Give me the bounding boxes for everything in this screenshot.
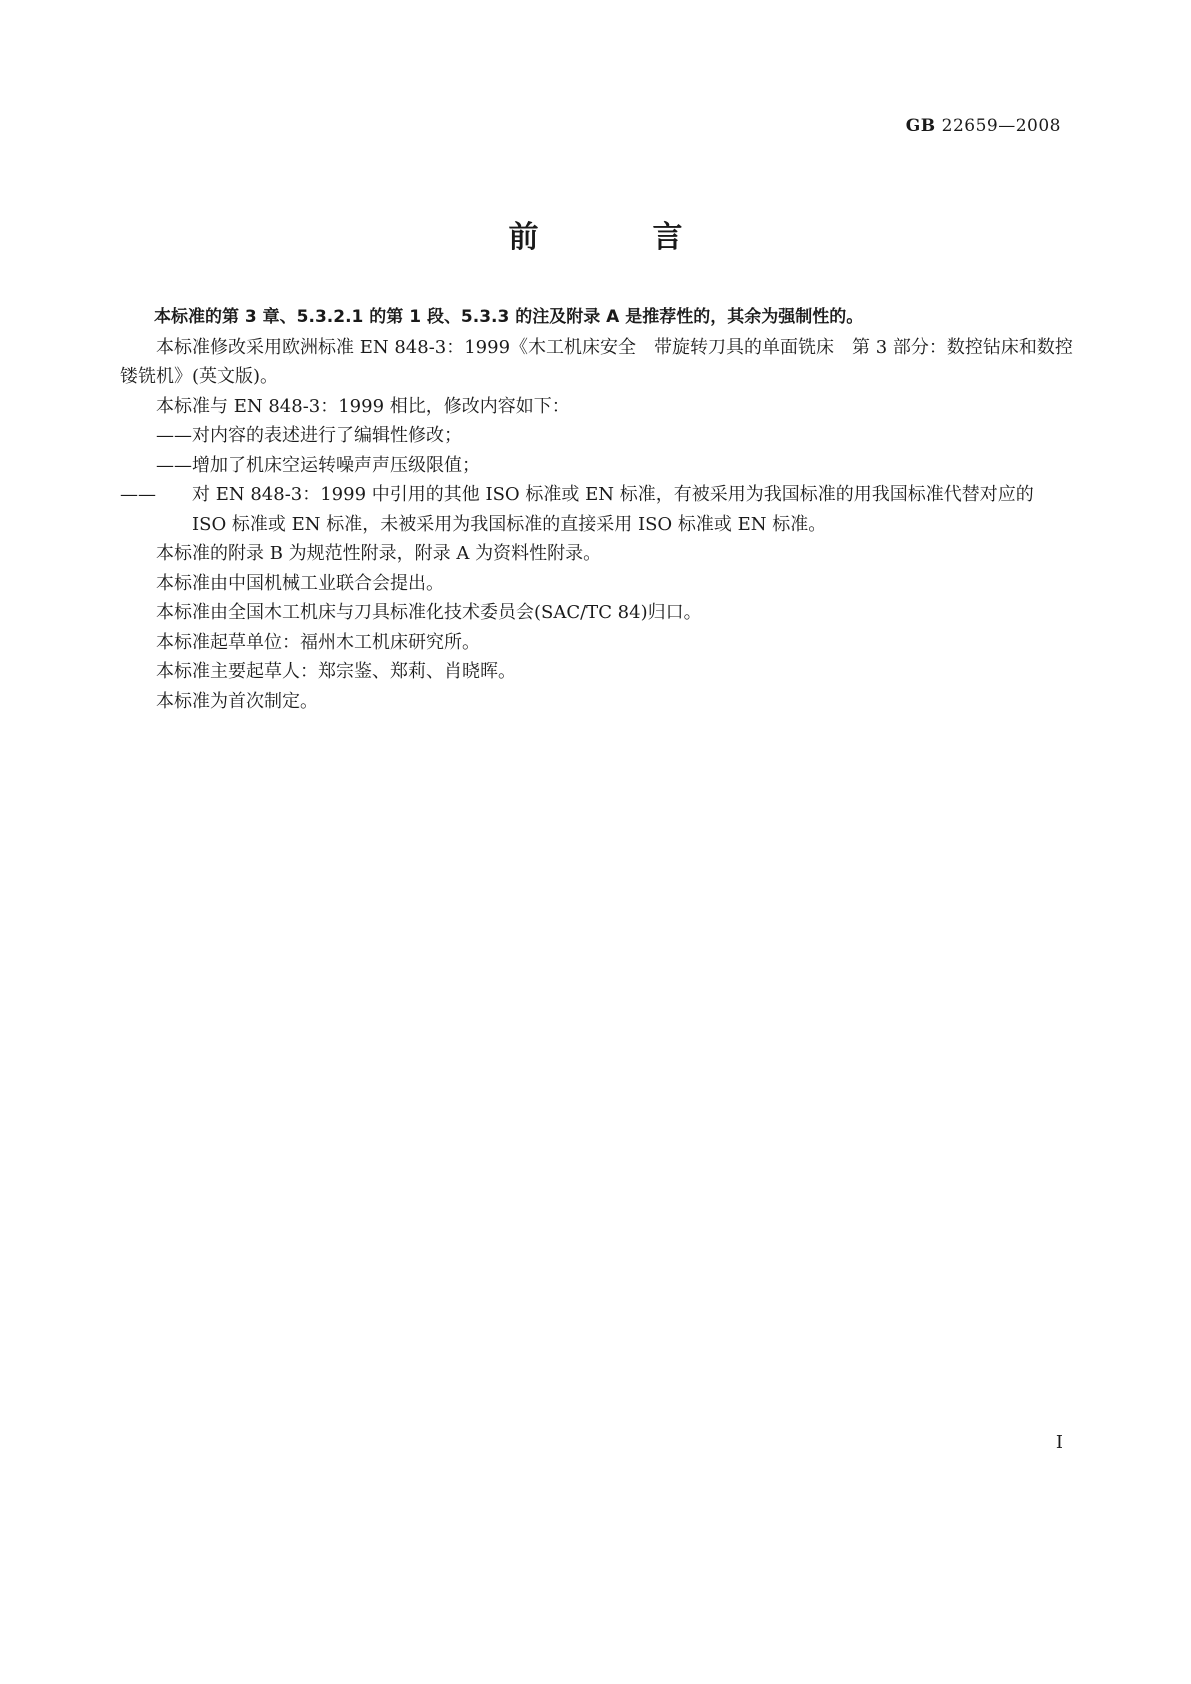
paragraph-appendix: 本标准的附录 B 为规范性附录，附录 A 为资料性附录。: [156, 543, 602, 564]
paragraph-proposer: 本标准由中国机械工业联合会提出。: [156, 572, 444, 594]
list-item-text: 对内容的表述进行了编辑性修改；: [192, 425, 462, 446]
list-item: [120, 480, 1073, 539]
paragraph-modifications-intro: 本标准与 EN 848-3：1999 相比，修改内容如下：: [156, 395, 570, 417]
page-number: I: [1055, 1432, 1063, 1453]
list-item: [120, 451, 1073, 481]
paragraph-first-edition: 本标准为首次制定。: [156, 690, 318, 712]
page-title: 前 言: [508, 220, 725, 255]
list-item-text: 增加了机床空运转噪声声压级限值；: [192, 454, 480, 476]
list-item-text: 对 EN 848-3：1999 中引用的其他 ISO 标准或 EN 标准，有被采用为我国标准的用我国标准代替对应的 ISO 标准或 EN 标准，未被采用为我国标准的直接采用 ISO 标准或 EN 标准。: [192, 484, 1034, 535]
paragraph-recommendation-scope: 本标准的第 3 章、5.3.2.1 的第 1 段、5.3.3 的注及附录 A 是推荐性的，其余为强制性的。: [154, 307, 864, 327]
paragraph-drafting-unit: 本标准起草单位：福州木工机床研究所。: [156, 631, 480, 653]
preface-body: [120, 303, 1073, 716]
paragraph-drafters: 本标准主要起草人：郑宗鉴、郑莉、肖晓晖。: [156, 661, 516, 682]
list-item: [120, 421, 1073, 451]
standard-prefix: GB: [905, 116, 936, 136]
standard-number: [906, 116, 1061, 136]
dash-mark: ——: [156, 425, 192, 446]
dash-mark: ——: [156, 454, 192, 476]
paragraph-adoption: 本标准修改采用欧洲标准 EN 848-3：1999《木工机床安全 带旋转刀具的单面铣床 第 3 部分：数控钻床和数控镂铣机》(英文版)。: [120, 336, 1073, 387]
dash-mark: ——: [120, 484, 156, 505]
standard-code: 22659—2008: [941, 116, 1061, 136]
paragraph-committee: 本标准由全国木工机床与刀具标准化技术委员会(SAC/TC 84)归口。: [156, 602, 702, 623]
